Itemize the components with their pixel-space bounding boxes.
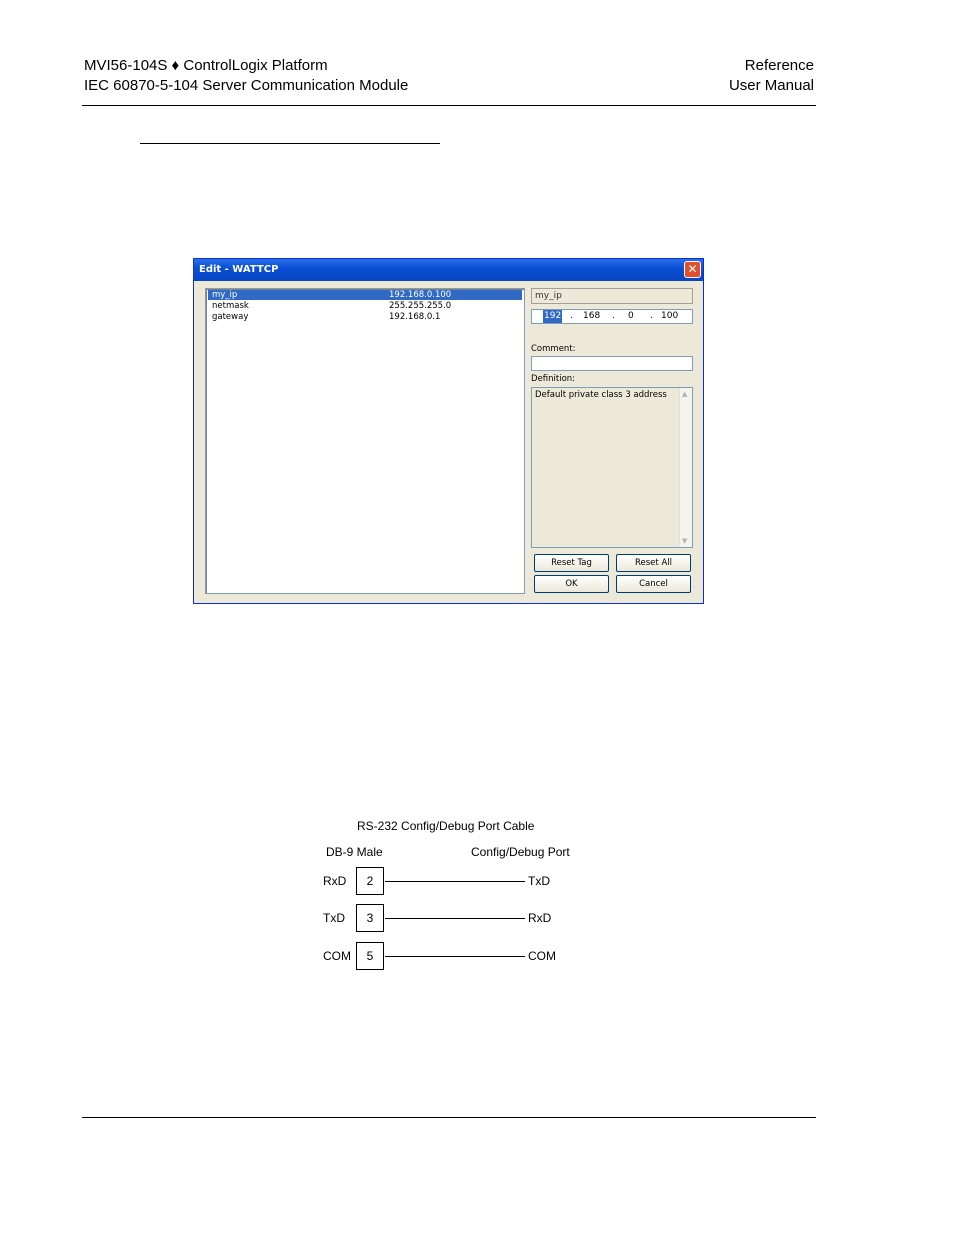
pin-right-label: COM <box>528 949 556 963</box>
definition-scrollbar[interactable] <box>679 388 692 547</box>
pin-left-label: COM <box>323 949 351 963</box>
header-section-line: Reference <box>744 57 814 74</box>
param-name: gateway <box>212 312 249 322</box>
pin-left-label: TxD <box>323 911 345 925</box>
reset-tag-button[interactable]: Reset Tag <box>534 554 609 572</box>
wire-line <box>385 918 525 919</box>
page-header-left <box>84 56 408 96</box>
comment-input[interactable] <box>531 356 693 371</box>
wire-line <box>385 881 525 882</box>
ip-octet-2[interactable]: 168 <box>583 311 601 321</box>
definition-label: Definition: <box>531 374 576 384</box>
selected-param-name: my_ip <box>531 288 693 304</box>
list-item[interactable] <box>208 301 522 311</box>
cable-diagram-title: RS-232 Config/Debug Port Cable <box>357 819 535 833</box>
edit-wattcp-dialog <box>193 258 704 604</box>
param-name: netmask <box>212 301 249 311</box>
comment-label: Comment: <box>531 344 576 354</box>
wire-line <box>385 956 525 957</box>
list-item[interactable] <box>208 290 522 300</box>
ok-button[interactable]: OK <box>534 575 609 593</box>
header-product-line: MVI56-104S ♦ ControlLogix Platform <box>84 57 328 74</box>
pin-box: 2 <box>356 867 384 895</box>
pin-right-label: TxD <box>528 874 550 888</box>
scroll-up-icon[interactable]: ▲ <box>682 390 688 398</box>
parameter-list[interactable] <box>205 288 525 594</box>
definition-box <box>531 387 693 548</box>
ip-octet-1[interactable]: 192 <box>544 311 562 321</box>
header-manual-line: User Manual <box>728 77 814 94</box>
pin-box: 3 <box>356 904 384 932</box>
param-value: 255.255.255.0 <box>389 301 452 311</box>
param-value: 192.168.0.1 <box>389 312 441 322</box>
footer-divider <box>82 1117 816 1118</box>
dialog-titlebar <box>194 259 703 281</box>
db9-header: DB-9 Male <box>326 845 383 859</box>
close-icon[interactable]: ✕ <box>684 261 701 278</box>
ip-octet-4[interactable]: 100 <box>661 311 679 321</box>
list-item[interactable] <box>208 312 522 322</box>
section-underline <box>140 143 440 144</box>
reset-all-button[interactable]: Reset All <box>616 554 691 572</box>
cancel-button[interactable]: Cancel <box>616 575 691 593</box>
pin-box: 5 <box>356 942 384 970</box>
definition-text: Default private class 3 address <box>535 390 667 400</box>
scroll-down-icon[interactable]: ▼ <box>682 537 688 545</box>
ip-octet-3[interactable]: 0 <box>628 311 634 321</box>
ip-address-field[interactable]: 192 . 168 . 0 . 100 <box>531 309 693 324</box>
debug-port-header: Config/Debug Port <box>471 845 570 859</box>
header-module-line: IEC 60870-5-104 Server Communication Module <box>84 77 409 94</box>
page-header-right <box>729 56 814 96</box>
pin-right-label: RxD <box>528 911 552 925</box>
param-name: my_ip <box>212 290 238 300</box>
dialog-title: Edit - WATTCP <box>199 264 279 275</box>
pin-left-label: RxD <box>323 874 347 888</box>
header-divider <box>82 105 816 106</box>
param-value: 192.168.0.100 <box>389 290 452 300</box>
